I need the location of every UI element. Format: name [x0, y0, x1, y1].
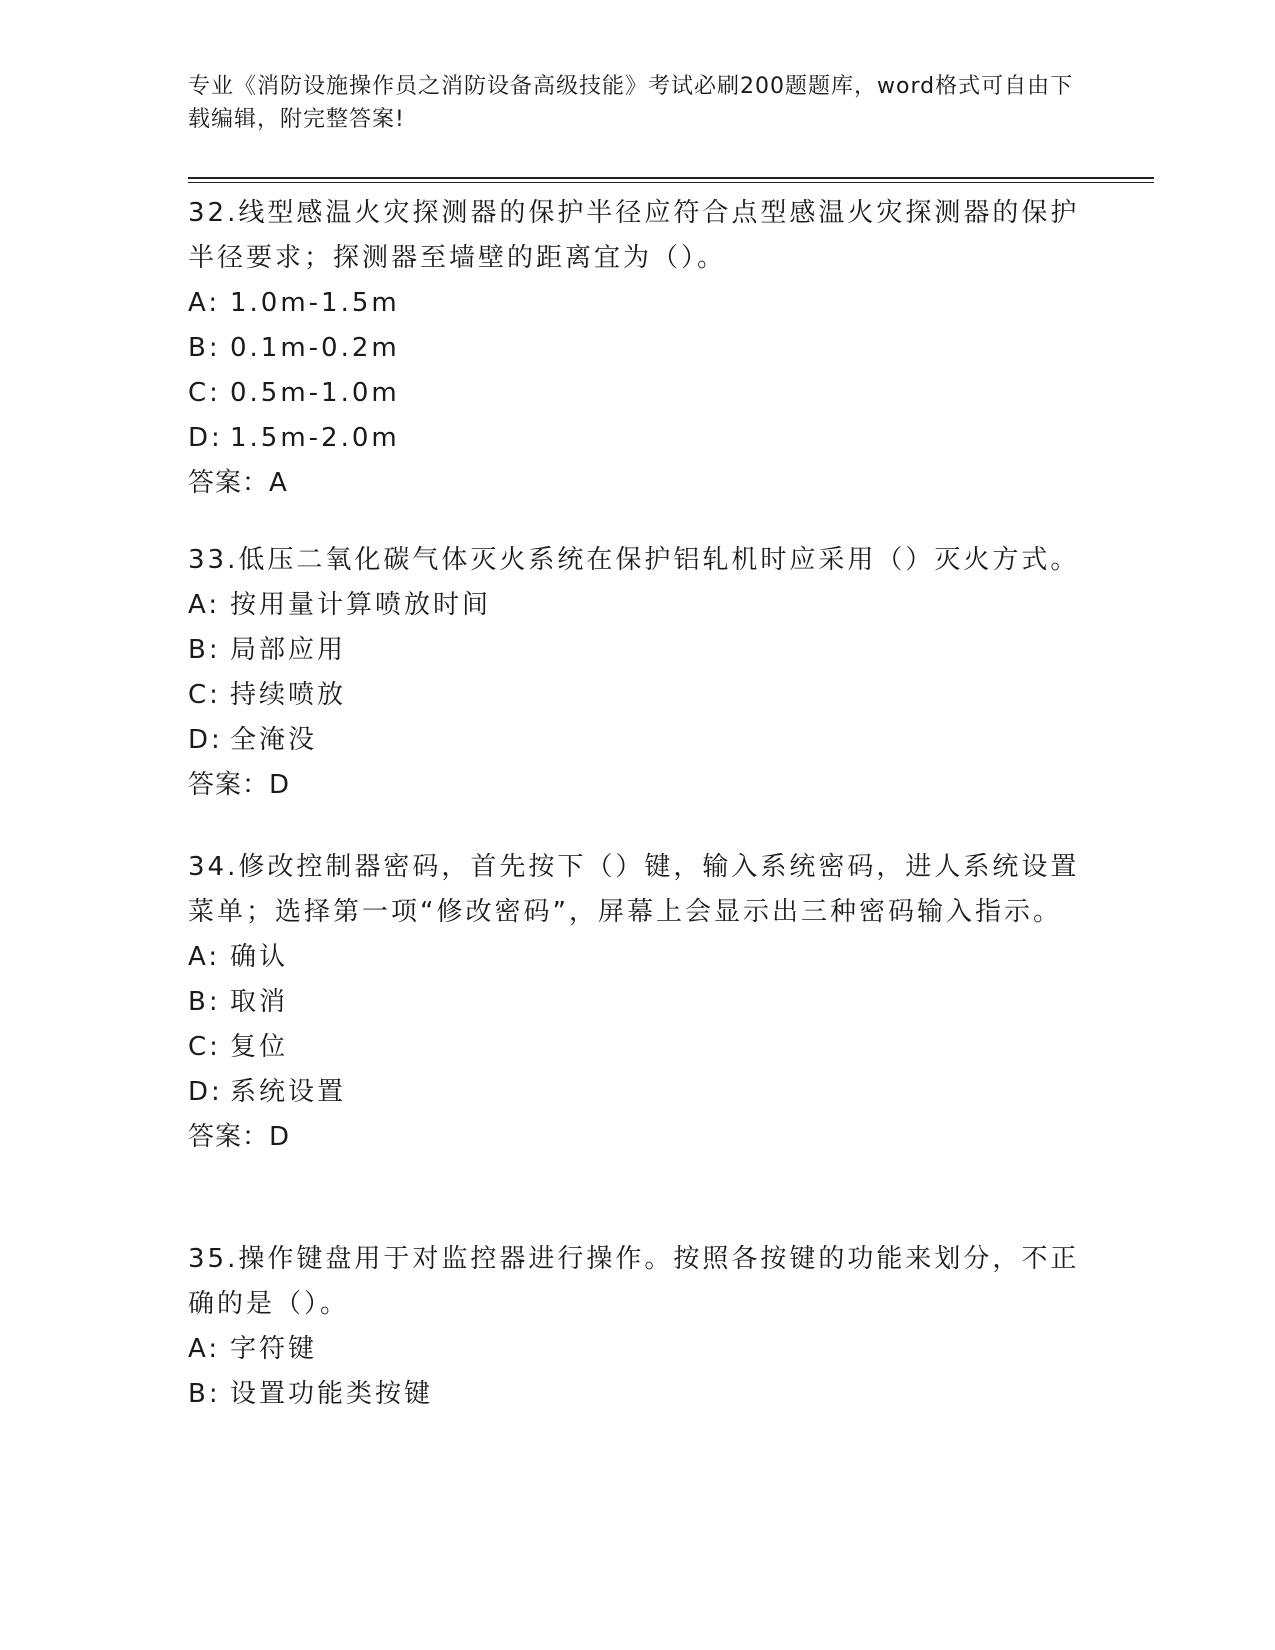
option-key: D: — [188, 725, 223, 755]
answer-line: 答案：D — [188, 1122, 291, 1152]
option-a — [188, 935, 1088, 980]
option-text: 全淹没 — [230, 725, 318, 755]
option-key: C: — [188, 1032, 221, 1062]
option-a — [188, 1327, 1088, 1372]
option-key: A: — [188, 1334, 221, 1364]
option-key: A: — [188, 288, 221, 318]
option-d — [188, 416, 1088, 461]
option-d — [188, 1070, 1088, 1115]
question-34 — [188, 845, 1088, 1160]
question-stem: 35.操作键盘用于对监控器进行操作。按照各按键的功能来划分，不正确的是（）。 — [188, 1244, 1080, 1319]
option-text: 0.1m-0.2m — [230, 333, 400, 363]
question-33 — [188, 538, 1088, 808]
option-text: 局部应用 — [230, 635, 347, 665]
answer-line: 答案：D — [188, 770, 291, 800]
question-stem: 33.低压二氧化碳气体灭火系统在保护铝轧机时应采用（）灭火方式。 — [188, 545, 1080, 575]
option-text: 确认 — [230, 942, 289, 972]
option-key: D: — [188, 1077, 223, 1107]
option-text: 1.5m-2.0m — [230, 423, 400, 453]
question-stem: 32.线型感温火灾探测器的保护半径应符合点型感温火灾探测器的保护半径要求；探测器至墙壁的距离宜为（）。 — [188, 198, 1080, 273]
option-text: 1.0m-1.5m — [230, 288, 400, 318]
option-c — [188, 371, 1088, 416]
option-key: B: — [188, 987, 221, 1017]
option-b — [188, 628, 1088, 673]
option-a — [188, 583, 1088, 628]
option-key: B: — [188, 635, 221, 665]
header-divider-thin — [188, 182, 1154, 183]
option-key: A: — [188, 590, 221, 620]
option-b — [188, 326, 1088, 371]
document-header: 专业《消防设施操作员之消防设备高级技能》考试必刷200题题库，word格式可自由下载编辑，附完整答案! — [188, 74, 1074, 132]
option-key: C: — [188, 378, 221, 408]
option-text: 字符键 — [230, 1334, 318, 1364]
option-text: 系统设置 — [230, 1077, 347, 1107]
option-key: A: — [188, 942, 221, 972]
option-text: 0.5m-1.0m — [230, 378, 400, 408]
option-b — [188, 980, 1088, 1025]
option-c — [188, 1025, 1088, 1070]
option-a — [188, 281, 1088, 326]
option-c — [188, 673, 1088, 718]
option-key: B: — [188, 333, 221, 363]
option-text: 按用量计算喷放时间 — [230, 590, 492, 620]
option-text: 设置功能类按键 — [230, 1379, 434, 1409]
option-key: C: — [188, 680, 221, 710]
answer-line: 答案：A — [188, 468, 288, 498]
option-key: B: — [188, 1379, 221, 1409]
option-text: 持续喷放 — [230, 680, 347, 710]
option-key: D: — [188, 423, 223, 453]
option-d — [188, 718, 1088, 763]
question-35 — [188, 1237, 1088, 1417]
header-divider — [188, 177, 1154, 179]
option-b — [188, 1372, 1088, 1417]
question-stem: 34.修改控制器密码，首先按下（）键，输入系统密码，进人系统设置菜单；选择第一项“修改密码”，屏幕上会显示出三种密码输入指示。 — [188, 852, 1080, 927]
question-32 — [188, 191, 1088, 506]
option-text: 复位 — [230, 1032, 289, 1062]
option-text: 取消 — [230, 987, 289, 1017]
